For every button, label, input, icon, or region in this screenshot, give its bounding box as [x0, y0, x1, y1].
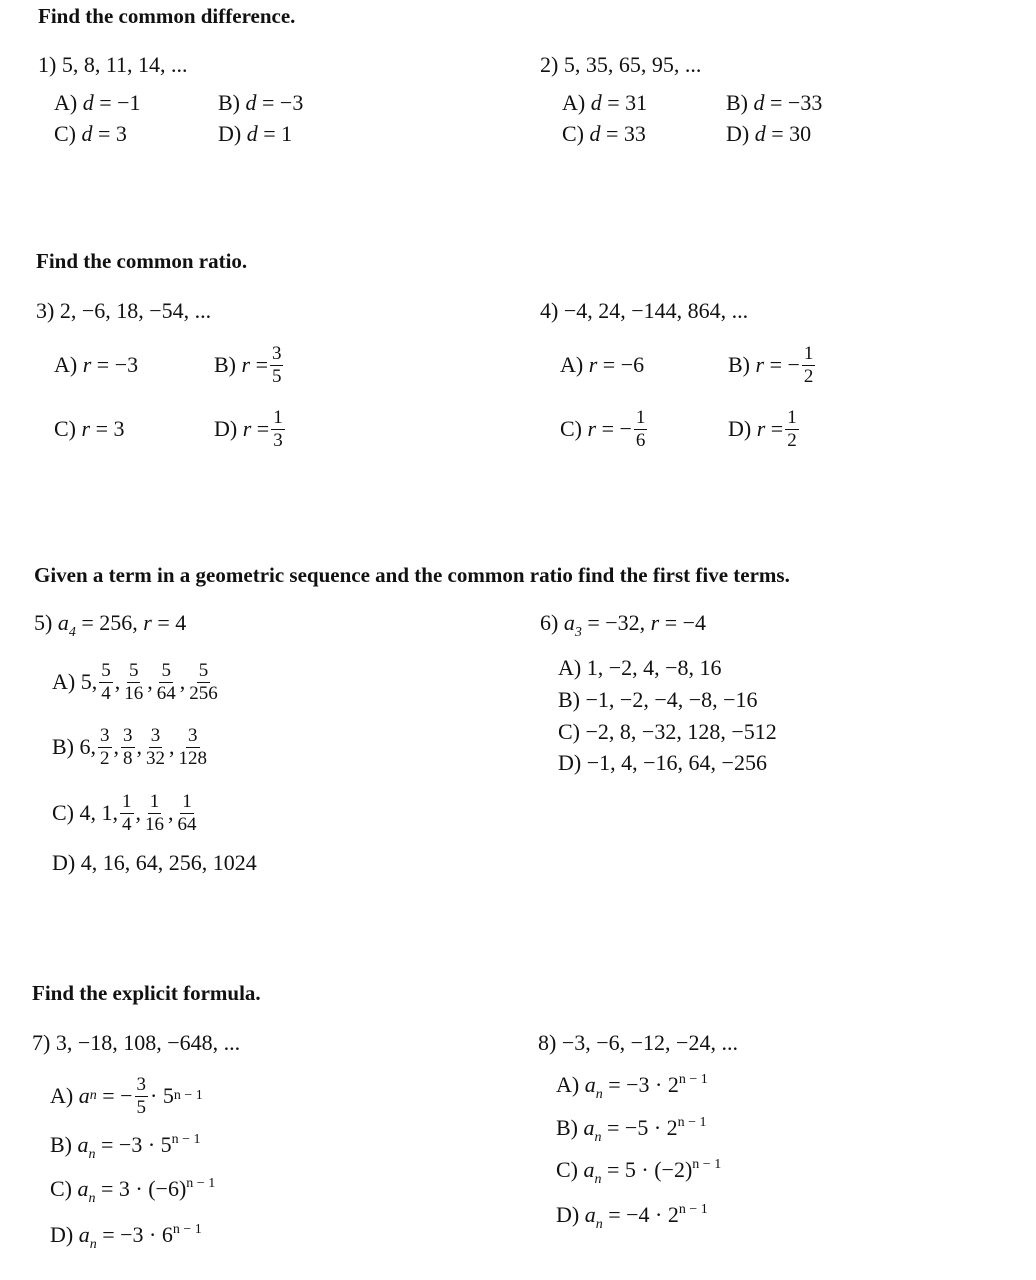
section-heading-difference: Find the common difference.: [38, 4, 296, 28]
numerator: 3: [150, 724, 161, 746]
lead-terms: 6,: [79, 734, 96, 759]
option-label: C): [562, 121, 584, 146]
base-term: · 5: [150, 1083, 174, 1108]
option-value: = −3 · 2: [608, 1072, 679, 1097]
exponent: n − 1: [678, 1202, 708, 1217]
q8-option-c[interactable]: C) $a_n = 5 \cdot (-2)^{n - 1}$: [556, 1157, 722, 1187]
option-value: = 3: [95, 416, 125, 441]
denominator: 5: [136, 1096, 147, 1118]
numerator: 1: [149, 790, 160, 812]
denominator: 4: [122, 813, 132, 835]
option-value: = −4 · 2: [608, 1202, 679, 1227]
option-value: −2, 8, −32, 128, −512: [585, 719, 777, 744]
equals-sign: =: [770, 416, 784, 441]
option-label: A): [54, 90, 78, 115]
sequence: 5, 8, 11, 14, ...: [61, 52, 188, 77]
option-label: D): [214, 416, 238, 441]
fraction: [177, 725, 210, 770]
option-value: 1, −2, 4, −8, 16: [586, 655, 722, 680]
q7-option-c[interactable]: C) $a_n = 3 \cdot (-6)^{n - 1}$: [50, 1176, 216, 1206]
numerator: 1: [635, 406, 646, 428]
option-label: A): [52, 669, 76, 694]
option-label: D): [558, 750, 582, 775]
q4-option-d[interactable]: D) r = $\frac{1}{2}$: [728, 406, 797, 451]
option-value: = 5 · (−2): [607, 1157, 693, 1182]
option-label: C): [558, 719, 580, 744]
subscript: 3: [574, 625, 582, 640]
option-label: B): [50, 1132, 72, 1157]
option-label: C): [560, 416, 582, 441]
fraction: [187, 660, 220, 705]
fraction: [121, 725, 135, 770]
option-value: = −5 · 2: [607, 1115, 678, 1140]
exponent: n − 1: [172, 1222, 202, 1237]
lead-terms: 4, 1,: [79, 800, 118, 825]
given-value: = −32,: [587, 610, 646, 635]
q5-option-c[interactable]: C) 4, 1, $\frac{1}{4}$ , $\frac{1}{16}$ , $\frac{1}{64}$: [52, 790, 197, 835]
q1-option-b[interactable]: B) d = −3: [218, 90, 304, 115]
denominator: 64: [177, 813, 197, 835]
q5-option-d[interactable]: [52, 850, 257, 876]
option-label: B): [214, 352, 236, 377]
numerator: 1: [182, 790, 192, 812]
fraction: [122, 660, 145, 705]
denominator: 3: [273, 429, 283, 451]
question-7: [32, 1030, 240, 1056]
denominator: 16: [124, 682, 144, 704]
fraction: [135, 1074, 149, 1119]
option-label: D): [52, 850, 76, 875]
option-label: D): [556, 1202, 580, 1227]
sequence: 3, −18, 108, −648, ...: [55, 1030, 241, 1055]
fraction: [785, 407, 799, 452]
exponent: n − 1: [186, 1176, 216, 1191]
q5-option-b[interactable]: B) 6, $\frac{3}{2}$ , $\frac{3}{8}$ , $\frac{3}{32}$ , $\frac{3}{128}$: [52, 724, 207, 769]
q3-option-b[interactable]: B) r = $\frac{3}{5}$: [214, 342, 282, 387]
numerator: 1: [787, 406, 797, 428]
equals-sign: = −: [601, 416, 632, 441]
question-number: 7): [32, 1030, 51, 1055]
numerator: 5: [161, 659, 171, 681]
denominator: 2: [803, 365, 814, 387]
question-8: [538, 1030, 738, 1056]
denominator: 16: [145, 813, 164, 835]
option-label: B): [52, 734, 74, 759]
option-value: −1, −2, −4, −8, −16: [585, 687, 758, 712]
option-label: D): [50, 1222, 74, 1247]
question-number: 3): [36, 298, 55, 323]
equals-sign: =: [256, 416, 270, 441]
option-label: A): [556, 1072, 580, 1097]
fraction: [120, 791, 134, 836]
option-label: D): [728, 416, 752, 441]
section-heading-geometric: Given a term in a geometric sequence and the common ratio find the first five terms.: [34, 563, 790, 587]
q1-option-d[interactable]: D) d = 1: [218, 121, 293, 146]
question-6: 6) $a_3 = -32$, r = −4: [540, 610, 707, 640]
denominator: 6: [635, 429, 646, 451]
numerator: 1: [803, 342, 814, 364]
denominator: 128: [178, 747, 207, 769]
lead-terms: 5,: [80, 669, 98, 694]
numerator: 5: [101, 659, 111, 681]
option-label: A): [560, 352, 584, 377]
exponent: n − 1: [678, 1072, 708, 1087]
option-label: D): [218, 121, 242, 146]
question-5: 5) $a_4 = 256$, r = 4: [34, 610, 187, 640]
question-1: [38, 52, 188, 78]
exponent: n − 1: [171, 1132, 201, 1147]
q7-option-a[interactable]: A) a n = − $\frac{3}{5}$ · 5 n − 1: [50, 1073, 203, 1118]
option-label: C): [556, 1157, 578, 1182]
sequence: −3, −6, −12, −24, ...: [561, 1030, 738, 1055]
option-value: = −33: [770, 90, 823, 115]
option-value: = 1: [263, 121, 293, 146]
option-value: = −1: [99, 90, 141, 115]
option-label: B): [218, 90, 240, 115]
q1-option-c[interactable]: C) d = 3: [54, 121, 127, 146]
question-number: 6): [540, 610, 559, 635]
q8-option-a[interactable]: A) $a_n = -3 \cdot 2^{n - 1}$: [556, 1072, 708, 1102]
sequence: 5, 35, 65, 95, ...: [563, 52, 702, 77]
equals-sign: = −: [102, 1083, 133, 1108]
numerator: 3: [123, 724, 133, 746]
q3-option-c[interactable]: C) r = 3: [54, 416, 125, 441]
denominator: 8: [123, 747, 133, 769]
question-2: [540, 52, 701, 78]
q8-option-d[interactable]: D) $a_n = -4 \cdot 2^{n - 1}$: [556, 1202, 708, 1232]
denominator: 5: [271, 365, 282, 387]
exponent: n − 1: [692, 1157, 722, 1172]
q6-option-c[interactable]: [558, 719, 777, 745]
option-value: = 3 · (−6): [101, 1176, 187, 1201]
numerator: 1: [122, 790, 132, 812]
fraction: [143, 791, 166, 836]
sequence: −4, 24, −144, 864, ...: [563, 298, 749, 323]
question-number: 8): [538, 1030, 557, 1055]
numerator: 3: [100, 724, 110, 746]
q8-option-b[interactable]: B) $a_n = -5 \cdot 2^{n - 1}$: [556, 1115, 707, 1145]
ratio-value: = −4: [664, 610, 707, 635]
numerator: 3: [136, 1073, 147, 1095]
numerator: 3: [188, 724, 198, 746]
question-number: 1): [38, 52, 57, 77]
fraction: [98, 725, 112, 770]
q4-option-a[interactable]: A) r = −6: [560, 352, 645, 377]
option-value: = 30: [771, 121, 812, 146]
q6-option-b[interactable]: [558, 687, 758, 713]
option-label: A): [562, 90, 586, 115]
option-value: = −6: [602, 352, 645, 377]
equals-sign: =: [255, 352, 268, 377]
option-value: = 33: [606, 121, 646, 146]
q2-option-a[interactable]: A) d = 31: [562, 90, 648, 115]
q3-option-a[interactable]: A) r = −3: [54, 352, 139, 377]
exponent: n − 1: [677, 1115, 707, 1130]
option-label: B): [728, 352, 750, 377]
option-value: 4, 16, 64, 256, 1024: [80, 850, 257, 875]
option-value: = 31: [607, 90, 648, 115]
option-value: = −3 · 6: [102, 1222, 173, 1247]
option-value: = 3: [98, 121, 127, 146]
sequence: 2, −6, 18, −54, ...: [59, 298, 212, 323]
option-value: = −3: [262, 90, 304, 115]
option-label: B): [726, 90, 748, 115]
option-label: B): [558, 687, 580, 712]
fraction: [155, 660, 178, 705]
option-value: −1, 4, −16, 64, −256: [586, 750, 767, 775]
question-3: [36, 298, 211, 324]
q7-option-b[interactable]: B) $a_n = -3 \cdot 5^{n - 1}$: [50, 1132, 201, 1162]
option-label: C): [50, 1176, 72, 1201]
option-label: A): [50, 1083, 74, 1108]
option-value: = −3: [96, 352, 139, 377]
denominator: 64: [156, 682, 176, 704]
q7-option-d[interactable]: D) $a_n = -3 \cdot 6^{n - 1}$: [50, 1222, 202, 1252]
option-label: C): [54, 121, 76, 146]
denominator: 2: [100, 747, 110, 769]
fraction: [802, 343, 816, 388]
question-number: 4): [540, 298, 559, 323]
q1-option-a[interactable]: A) d = −1: [54, 90, 141, 115]
fraction: [271, 407, 285, 452]
section-heading-ratio: Find the common ratio.: [36, 249, 248, 273]
question-number: 2): [540, 52, 559, 77]
ratio-value: = 4: [157, 610, 187, 635]
option-value: = −3 · 5: [101, 1132, 172, 1157]
question-4: [540, 298, 748, 324]
fraction: [634, 407, 648, 452]
q4-option-b[interactable]: B) r = − $\frac{1}{2}$: [728, 342, 814, 387]
exponent: n − 1: [173, 1088, 203, 1103]
question-number: 5): [34, 610, 53, 635]
numerator: 5: [128, 659, 139, 681]
denominator: 256: [189, 682, 218, 704]
equals-sign: = −: [769, 352, 800, 377]
option-label: C): [52, 800, 74, 825]
option-label: B): [556, 1115, 578, 1140]
option-label: C): [54, 416, 76, 441]
q4-option-c[interactable]: C) r = − $\frac{1}{6}$: [560, 406, 646, 451]
option-label: D): [726, 121, 750, 146]
q2-option-d[interactable]: D) d = 30: [726, 121, 812, 146]
fraction: [99, 660, 113, 705]
numerator: 1: [273, 406, 283, 428]
numerator: 5: [198, 659, 209, 681]
option-label: A): [558, 655, 582, 680]
fraction: [144, 725, 167, 770]
q2-option-b[interactable]: B) d = −33: [726, 90, 823, 115]
option-label: A): [54, 352, 78, 377]
q5-option-a[interactable]: A) 5, $\frac{5}{4}$ , $\frac{5}{16}$ , $\frac{5}{64}$ , $\frac{5}{256}$: [52, 659, 218, 704]
subscript: 4: [68, 625, 76, 640]
denominator: 32: [146, 747, 165, 769]
q6-option-a[interactable]: [558, 655, 722, 681]
denominator: 4: [101, 682, 111, 704]
q2-option-c[interactable]: C) d = 33: [562, 121, 646, 146]
given-value: = 256,: [81, 610, 138, 635]
fraction: [270, 343, 284, 388]
section-heading-explicit: Find the explicit formula.: [32, 981, 261, 1005]
q3-option-d[interactable]: D) r = $\frac{1}{3}$: [214, 406, 283, 451]
fraction: [176, 791, 199, 836]
q6-option-d[interactable]: [558, 750, 767, 776]
numerator: 3: [271, 342, 282, 364]
denominator: 2: [787, 429, 797, 451]
